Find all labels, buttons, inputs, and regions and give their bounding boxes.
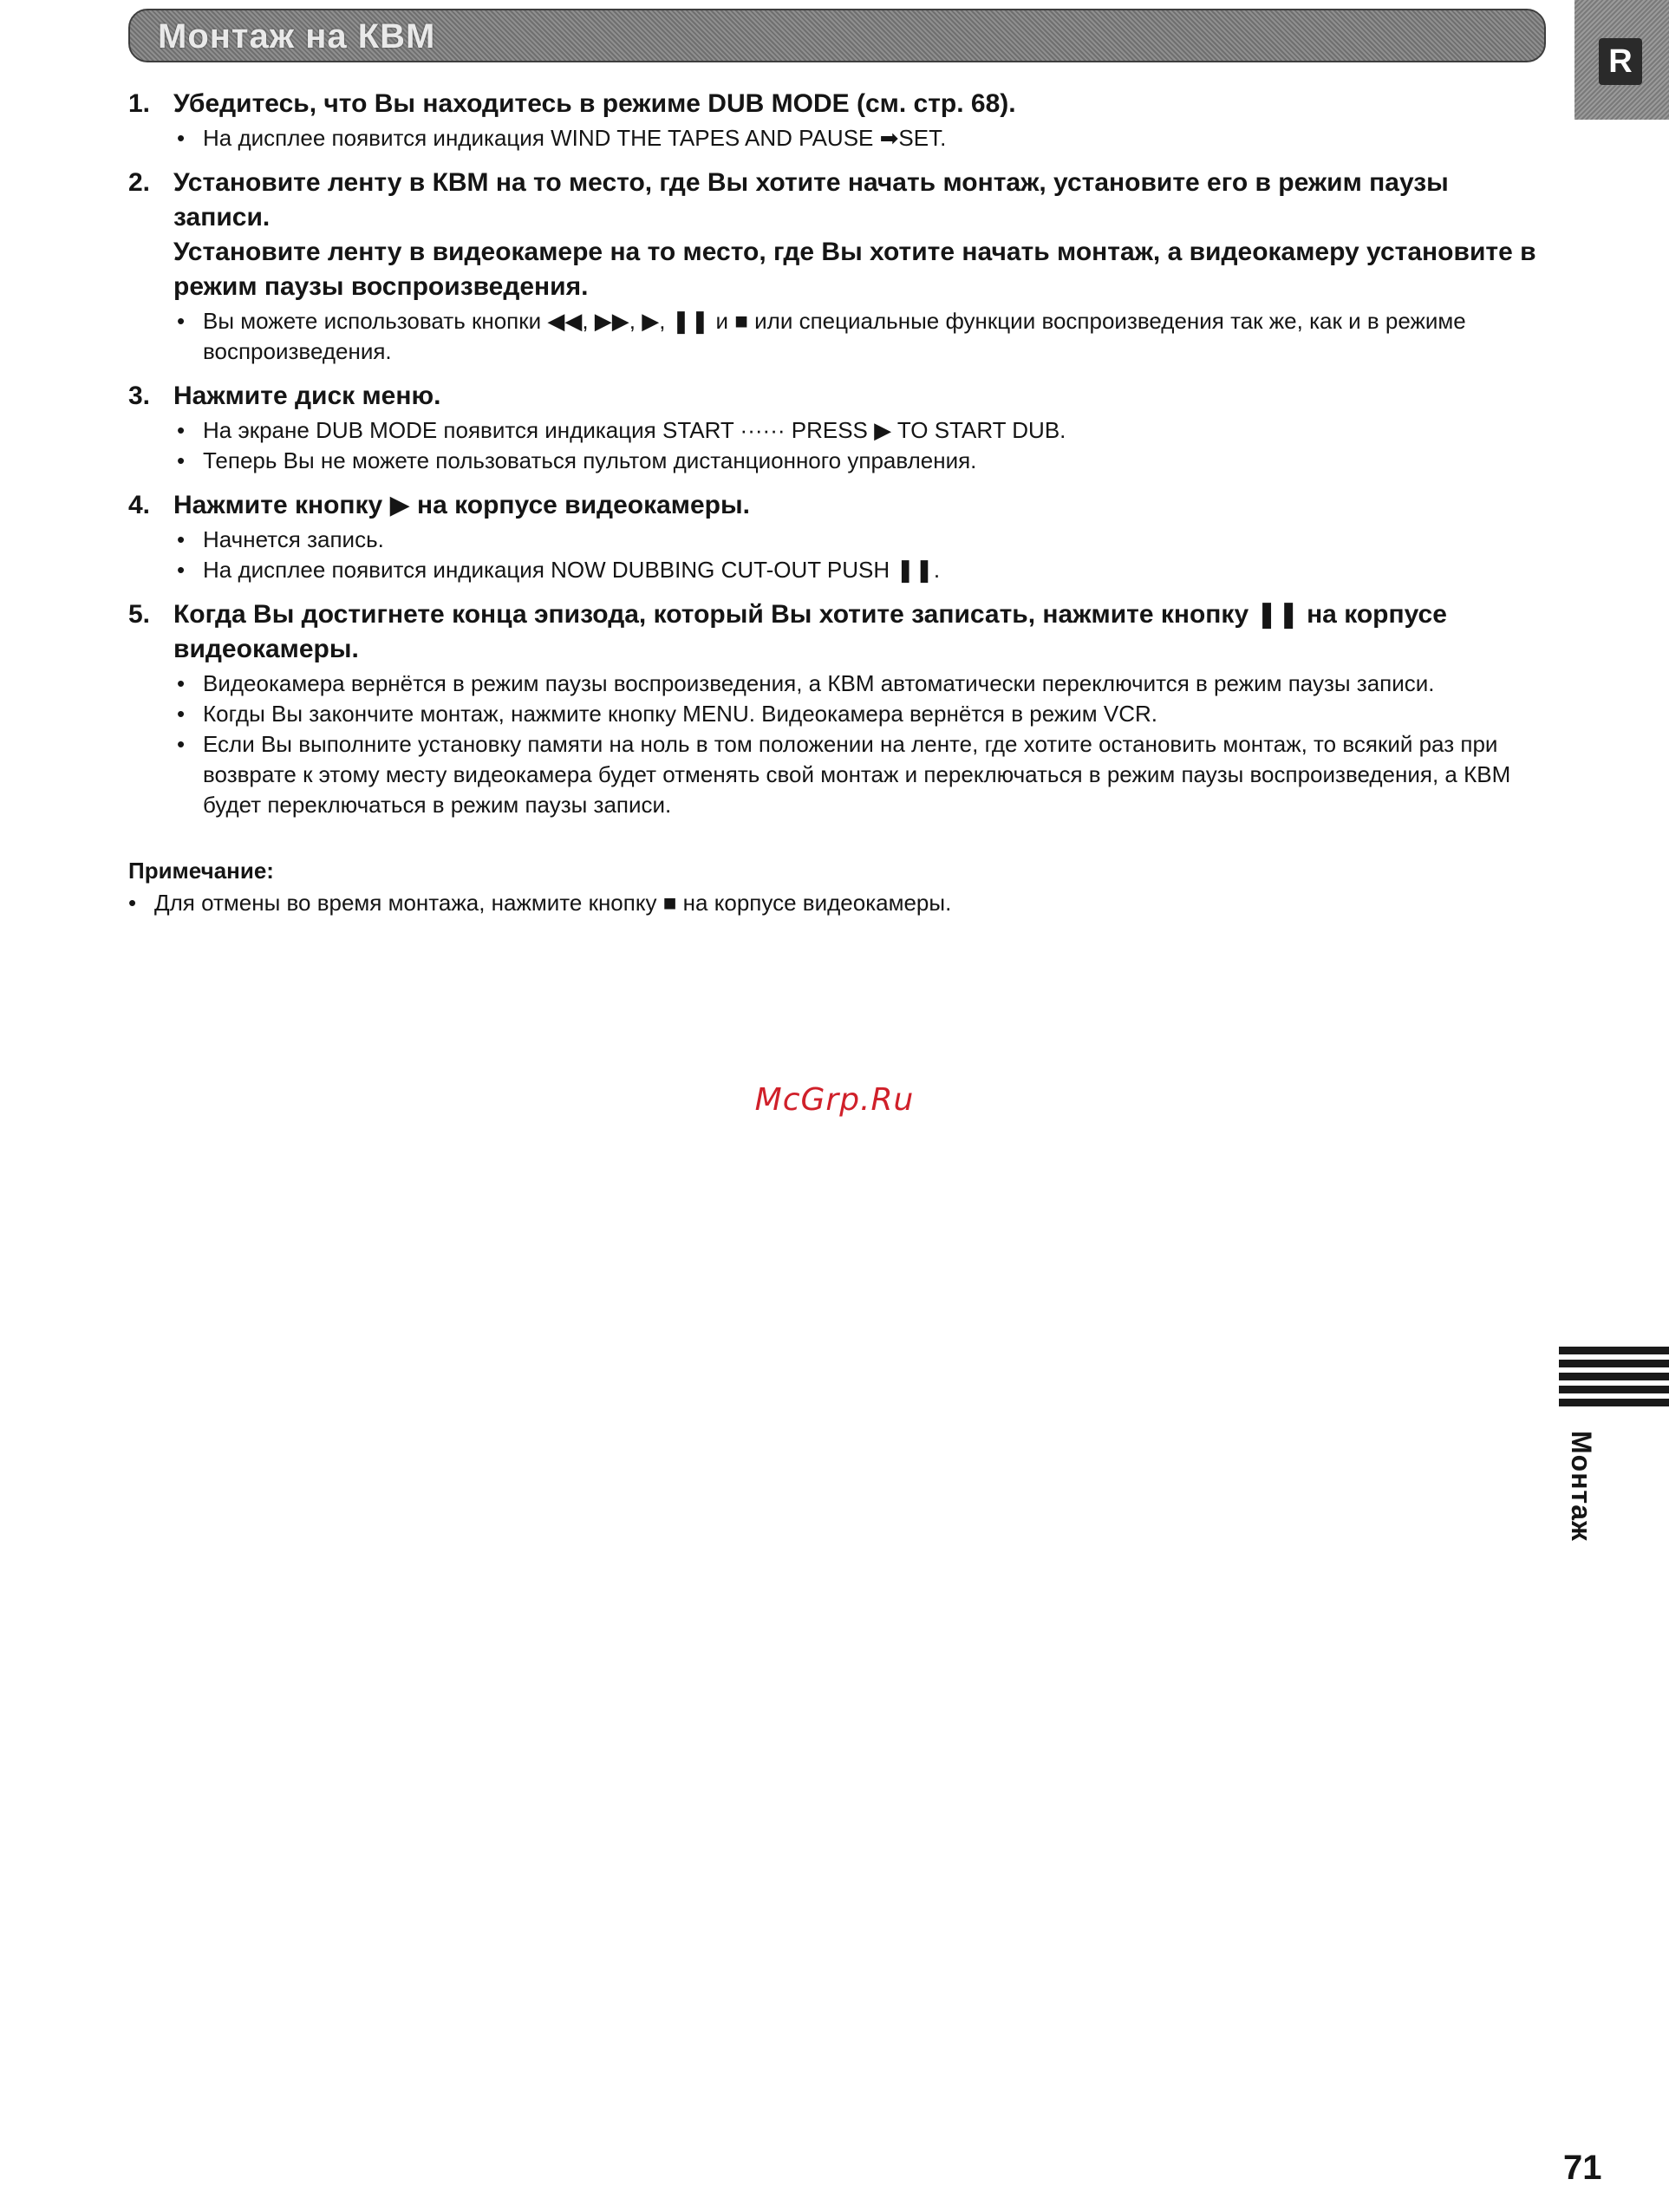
bullet-item: • Если Вы выполните установку памяти на ноль в том положении на ленте, где хотите остановить монтаж, то всякий раз при возврате к этому месту видеокамера будет отменять свой монтаж и переключаться в режим паузы воспроизведения, а КВМ будет переключаться в режим паузы записи. [173,729,1546,820]
step-number: 4. [128,491,151,519]
step-number: 2. [128,168,151,197]
instructions [128,87,1546,918]
chapter-bar [1559,1360,1669,1367]
language-letter: R [1599,38,1642,85]
step-1 [128,87,1546,153]
chapter-bar [1559,1386,1669,1393]
step-bullets [173,669,1546,820]
chapter-bar [1559,1399,1669,1406]
step-4 [128,488,1546,585]
step-heading: Убедитесь, что Вы находитесь в режиме DUB MODE (см. стр. 68). [173,89,1016,118]
page-number: 71 [1563,2149,1602,2187]
note-item: • Для отмены во время монтажа, нажмите кнопку ■ на корпусе видеокамеры. [128,888,1546,918]
step-bullets [173,415,1546,476]
step-5 [128,597,1546,820]
step-heading: Установите ленту в КВМ на то место, где Вы хотите начать монтаж, установите его в режим паузы записи. [173,168,1449,232]
section-title: Монтаж на КВМ [158,17,436,55]
watermark: McGrp.Ru [754,1082,915,1118]
step-bullets [173,525,1546,585]
bullet-item: • На экране DUB MODE появится индикация START ······ PRESS ▶ TO START DUB. [173,415,1546,446]
bullet-item: • На дисплее появится индикация NOW DUBBING CUT-OUT PUSH ❚❚. [173,555,1546,585]
step-number: 3. [128,382,151,410]
step-heading: Установите ленту в видеокамере на то место, где Вы хотите начать монтаж, а видеокамеру установите в режим паузы воспроизведения. [173,238,1536,301]
bullet-item: • Видеокамера вернётся в режим паузы воспроизведения, а КВМ автоматически переключится в режим паузы записи. [173,669,1546,699]
chapter-marker-bars [1559,1347,1669,1412]
bullet-item: • Вы можете использовать кнопки ◀◀, ▶▶, ▶, ❚❚ и ■ или специальные функции воспроизведения так же, как и в режиме воспроизведения. [173,306,1546,367]
bullet-item: • На дисплее появится индикация WIND THE TAPES AND PAUSE ➡SET. [173,123,1546,153]
chapter-bar [1559,1347,1669,1354]
bullet-item: • Начнется запись. [173,525,1546,555]
step-heading: Нажмите диск меню. [173,382,441,410]
chapter-label: Монтаж [1566,1431,1597,1542]
step-2 [128,166,1546,367]
note-title: Примечание: [128,858,274,884]
step-heading: Когда Вы достигнете конца эпизода, который Вы хотите записать, нажмите кнопку ❚❚ на корпусе видеокамеры. [173,600,1447,663]
step-heading: Нажмите кнопку ▶ на корпусе видеокамеры. [173,491,750,519]
step-number: 5. [128,600,151,629]
step-bullets [173,306,1546,367]
chapter-bar [1559,1373,1669,1380]
note-list [128,888,1546,918]
language-tab [1574,0,1669,120]
step-number: 1. [128,89,151,118]
step-3 [128,379,1546,476]
bullet-item: • Теперь Вы не можете пользоваться пультом дистанционного управления. [173,446,1546,476]
step-bullets [173,123,1546,153]
bullet-item: • Когды Вы закончите монтаж, нажмите кнопку MENU. Видеокамера вернётся в режим VCR. [173,699,1546,729]
note-section [128,855,1546,918]
section-title-bar [128,9,1546,62]
